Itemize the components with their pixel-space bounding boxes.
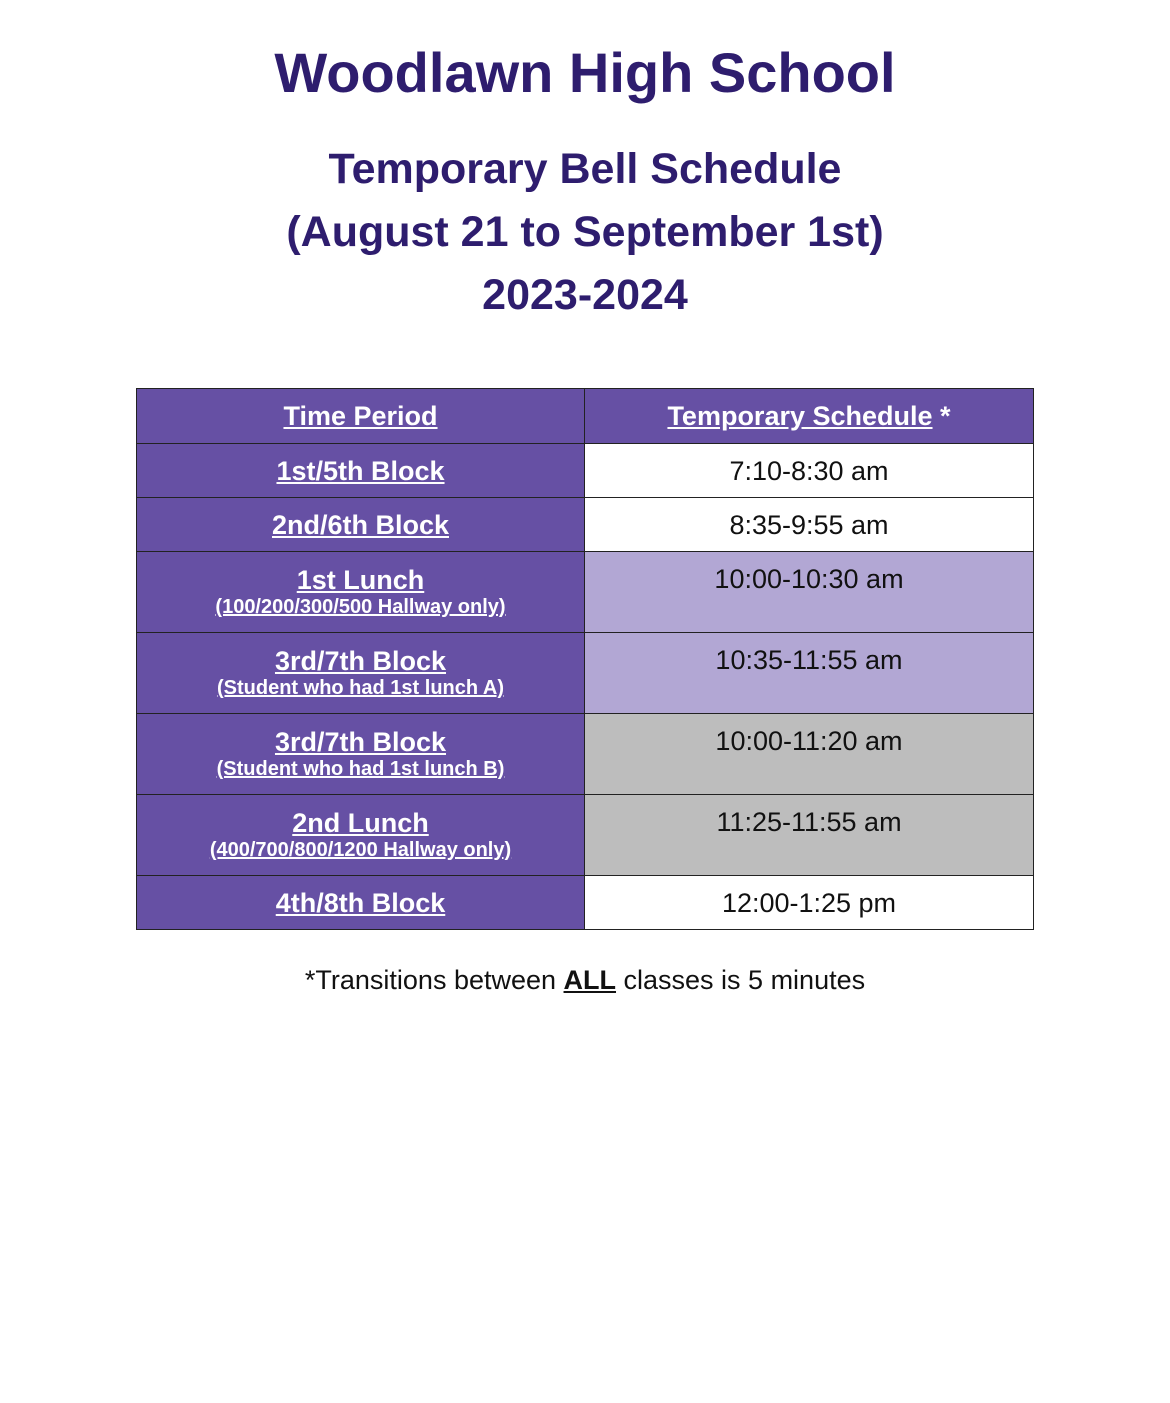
- table-row: [137, 714, 1034, 795]
- table-row: [137, 498, 1034, 552]
- header-time-period: Time Period: [137, 389, 585, 444]
- footnote-before: *Transitions between: [304, 965, 564, 995]
- subtitle-line-1: Temporary Bell Schedule: [328, 145, 842, 193]
- footnote-emphasis: ALL: [563, 965, 617, 995]
- row-label-main: 1st/5th Block: [276, 455, 445, 486]
- header-temporary-schedule: Temporary Schedule *: [585, 389, 1034, 444]
- row-label: [137, 795, 585, 876]
- footnote: [0, 962, 1170, 998]
- subtitle: [0, 138, 1170, 327]
- row-time: 10:00-10:30 am: [585, 552, 1034, 633]
- row-time: 8:35-9:55 am: [585, 498, 1034, 552]
- subtitle-line-2: (August 21 to September 1st): [286, 208, 884, 256]
- table-row: [137, 876, 1034, 930]
- row-label-main: 2nd/6th Block: [271, 509, 450, 540]
- row-time: 10:00-11:20 am: [585, 714, 1034, 795]
- subtitle-line-3: 2023-2024: [482, 271, 688, 319]
- row-label: [137, 714, 585, 795]
- row-label-main: 3rd/7th Block: [274, 727, 447, 757]
- row-label: [137, 876, 585, 930]
- row-label-note: (Student who had 1st lunch A): [216, 677, 505, 699]
- row-time: 12:00-1:25 pm: [585, 876, 1034, 930]
- row-label-main: 2nd Lunch: [292, 808, 429, 838]
- row-label: [137, 552, 585, 633]
- row-label-note: (400/700/800/1200 Hallway only): [209, 839, 512, 861]
- table-header-row: [137, 389, 1034, 444]
- row-time: 11:25-11:55 am: [585, 795, 1034, 876]
- row-label: [137, 444, 585, 498]
- row-time: 7:10-8:30 am: [585, 444, 1034, 498]
- row-label-note: (100/200/300/500 Hallway only): [215, 596, 506, 618]
- row-label: [137, 498, 585, 552]
- page-title: Woodlawn High School: [274, 41, 896, 104]
- row-label-main: 1st Lunch: [296, 565, 425, 595]
- row-label: [137, 633, 585, 714]
- row-label-note: (Student who had 1st lunch B): [216, 758, 505, 780]
- bell-schedule-table: [136, 388, 1034, 930]
- table-row: [137, 552, 1034, 633]
- row-time: 10:35-11:55 am: [585, 633, 1034, 714]
- row-label-main: 4th/8th Block: [275, 887, 446, 918]
- table-row: [137, 795, 1034, 876]
- table-row: [137, 633, 1034, 714]
- table-row: [137, 444, 1034, 498]
- row-label-main: 3rd/7th Block: [274, 646, 447, 676]
- footnote-after: classes is 5 minutes: [616, 965, 866, 995]
